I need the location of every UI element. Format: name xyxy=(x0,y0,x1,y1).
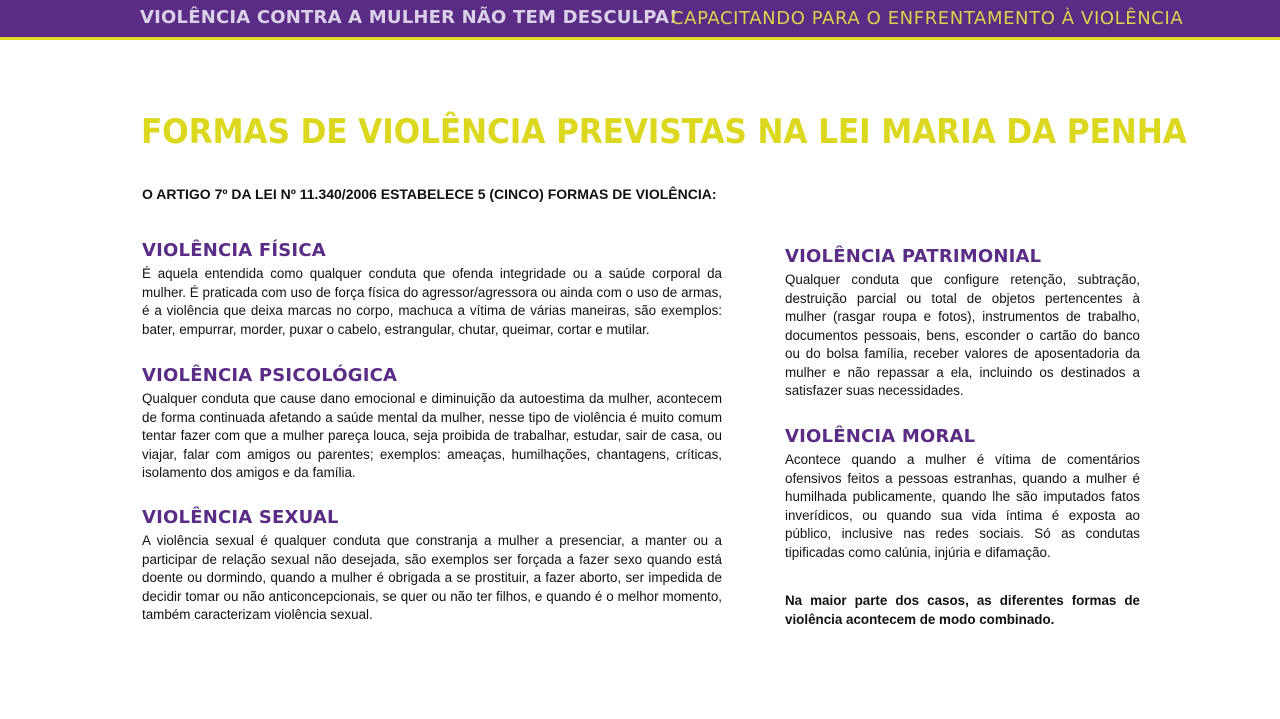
section-heading: VIOLÊNCIA PSICOLÓGICA xyxy=(142,365,398,386)
section-body: Qualquer conduta que cause dano emocional e diminuição da autoestima da mulher, acontecem de forma continuada afetando a saúde mental da mulher, nesse tipo de violência é muito comum tentar fazer com que a mulher pareça louca, seja proibida de trabalhar, estudar, sair de casa, ou viajar, falar com amigos ou parentes; exemplos: ameaças, humilhações, chantagens, críticas, isolamento dos amigos e da família. xyxy=(142,391,722,480)
section-heading: VIOLÊNCIA FÍSICA xyxy=(142,240,326,261)
section-heading: VIOLÊNCIA PATRIMONIAL xyxy=(785,246,1042,267)
banner-subtitle: CAPACITANDO PARA O ENFRENTAMENTO À VIOLÊNCIA xyxy=(671,8,1184,29)
section-body: Acontece quando a mulher é vítima de comentários ofensivos feitos a pessoas estranhas, quando a mulher é humilhada publicamente, quando lhe são imputados fatos inverídicos, ou quando sua vida íntima é exposta ao público, inclusive nas redes sociais. Só as condutas tipificadas como calúnia, injúria e difamação. xyxy=(785,452,1140,560)
section-violencia-psicologica xyxy=(142,365,722,483)
section-violencia-patrimonial xyxy=(785,246,1140,401)
closing-note: Na maior parte dos casos, as diferentes formas de violência acontecem de modo combinado. xyxy=(785,593,1140,627)
section-body: Qualquer conduta que configure retenção, subtração, destruição parcial ou total de objetos pertencentes à mulher (rasgar roupa e fotos), instrumentos de trabalho, documentos pessoais, bens, esconder o cartão do banco ou do bolsa família, receber valores de aposentadoria da mulher e não repassar a ela, incluindo os destinados a satisfazer suas necessidades. xyxy=(785,272,1140,398)
page-title: FORMAS DE VIOLÊNCIA PREVISTAS NA LEI MARIA DA PENHA xyxy=(141,112,1187,152)
section-violencia-fisica xyxy=(142,240,722,339)
section-heading: VIOLÊNCIA SEXUAL xyxy=(142,507,339,528)
intro-statement: O ARTIGO 7º DA LEI Nº 11.340/2006 ESTABELECE 5 (CINCO) FORMAS DE VIOLÊNCIA: xyxy=(142,186,717,202)
section-heading: VIOLÊNCIA MORAL xyxy=(785,426,976,447)
section-body: A violência sexual é qualquer conduta que constranja a mulher a presenciar, a manter ou a participar de relação sexual não desejada, são exemplos ser forçada a fazer sexo quando está doente ou dormindo, quando a mulher é obrigada a se prostituir, a fazer aborto, ser impedida de decidir tomar ou não anticoncepcionais, se quer ou não ter filhos, e quando é o melhor momento, também caracterizam violência sexual. xyxy=(142,533,722,622)
section-body: É aquela entendida como qualquer conduta que ofenda integridade ou a saúde corporal da mulher. É praticada com uso de força física do agressor/agressora ou ainda com o uso de armas, é a violência que deixa marcas no corpo, machuca a vítima de várias maneiras, são exemplos: bater, empurrar, morder, puxar o cabelo, estrangular, chutar, queimar, cortar e mutilar. xyxy=(142,266,722,337)
banner-slogan: VIOLÊNCIA CONTRA A MULHER NÃO TEM DESCULPA! xyxy=(140,7,678,28)
top-banner xyxy=(0,0,1280,40)
section-violencia-moral xyxy=(785,426,1140,562)
section-violencia-sexual xyxy=(142,507,722,625)
